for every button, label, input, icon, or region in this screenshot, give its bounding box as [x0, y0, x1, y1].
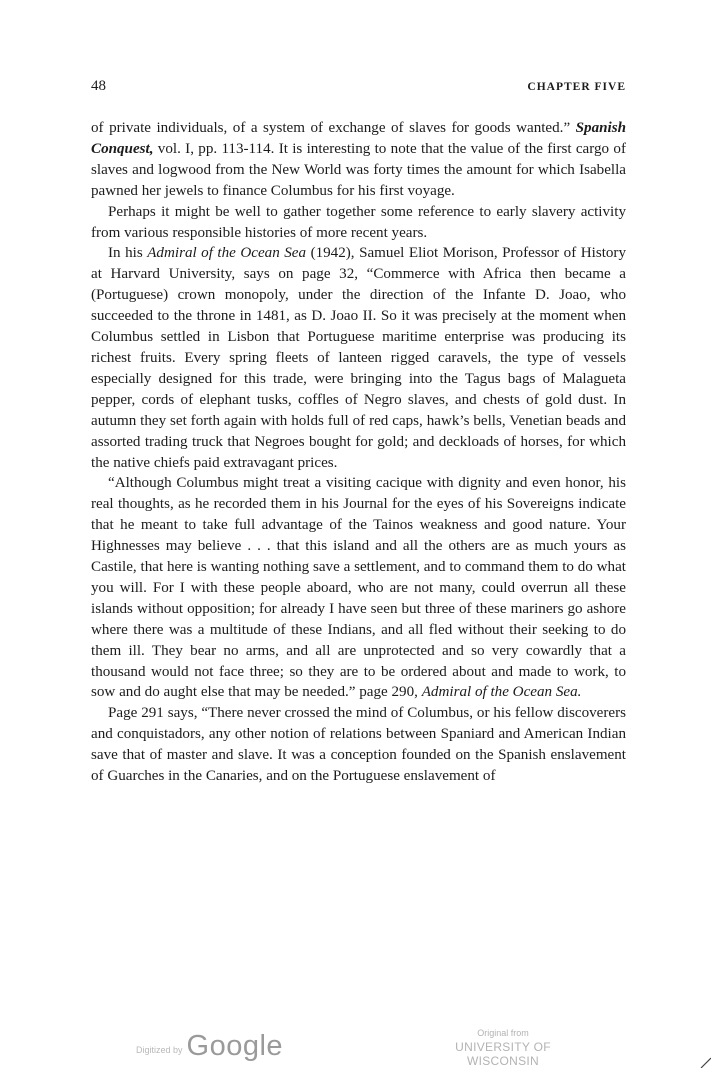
- source-library: UNIVERSITY OF WISCONSIN: [455, 1040, 551, 1068]
- paragraph-text: vol. I, pp. 113-114. It is interesting to note that the value of the first cargo of slaves and logwood from the New World was forty times the amount for which Isabella pawned her jewels to finance Columbus for his first voyage.: [91, 140, 626, 199]
- paragraph-2: [91, 202, 626, 244]
- paragraph-text: “Although Columbus might treat a visiting cacique with dignity and even honor, his real thoughts, as he recorded them in his Journal for the eyes of his Sovereigns indicate that he meant to take full advantage of the Tainos weakness and good nature. Your Highnesses may believe . . . that this island and all the others are as much yours as Castile, that here is wanting nothing save a settlement, and to command them to do what you will. For I with these people aboard, who are not many, could overrun all these islands without opposition; for already I have seen but three of these mariners go ashore where there was a multitude of these Indians, and all fled without their seeking to do them ill. They bear no arms, and all are unprotected and so very cowardly that a thousand would not face three; so they are to be ordered about and made to work, to sow and do aught else that may be needed.” page 290,: [91, 475, 626, 701]
- paragraph-text: of private individuals, of a system of exchange of slaves for goods wanted.”: [91, 120, 576, 136]
- original-from-watermark: [418, 1028, 588, 1068]
- page-footer: [0, 1022, 711, 1068]
- google-logo: Google: [186, 1030, 284, 1062]
- page-corner-mark: [695, 1052, 711, 1068]
- digitized-by-watermark: [136, 1032, 283, 1061]
- italic-title: Admiral of the Ocean Sea.: [421, 684, 582, 701]
- paragraph-text: Perhaps it might be well to gather together some reference to early slavery activity from various responsible histories of more recent years.: [91, 203, 626, 241]
- paragraph-text: In his: [108, 245, 148, 262]
- paragraph-3: [91, 243, 626, 473]
- paragraph-text: Page 291 says, “There never crossed the mind of Columbus, or his fellow discoverers and conquistadors, any other notion of relations between Spaniard and American Indian save that of master and slave. It was a conception founded on the Spanish enslavement of Guarches in the Canaries, and on the Portuguese enslavement of: [91, 705, 626, 785]
- page-header: [91, 78, 626, 95]
- running-head: CHAPTER FIVE: [527, 81, 626, 93]
- body-text: [91, 118, 626, 787]
- paragraph-4: [91, 473, 626, 703]
- original-from-label: Original from: [477, 1028, 529, 1038]
- italic-title: Spanish Conquest,: [91, 120, 626, 157]
- paragraph-1: [91, 118, 626, 202]
- italic-title: Admiral of the Ocean Sea: [147, 245, 307, 262]
- digitized-by-label: Digitized by: [136, 1045, 183, 1055]
- paragraph-text: (1942), Samuel Eliot Morison, Professor of History at Harvard University, says on page 32, “Commerce with Africa then became a (Portuguese) crown monopoly, under the direction of the Infante D. Joao, who succeeded to the throne in 1481, as D. Joao II. So it was precisely at the moment when Columbus settled in Lisbon that Portuguese maritime enterprise was producing its richest fruits. Every spring fleets of lanteen rigged caravels, the type of vessels especially designed for this trade, were bringing into the Tagus bags of Malagueta pepper, cords of elephant tusks, coffles of Negro slaves, and chests of gold dust. In autumn they set forth again with holds full of red caps, hawk’s bells, Venetian beads and assorted trading truck that Negroes bought for gold; and deckloads of horses, for which the native chiefs paid extravagant prices.: [91, 245, 627, 471]
- page-number: 48: [91, 78, 106, 94]
- paragraph-5: [91, 703, 626, 787]
